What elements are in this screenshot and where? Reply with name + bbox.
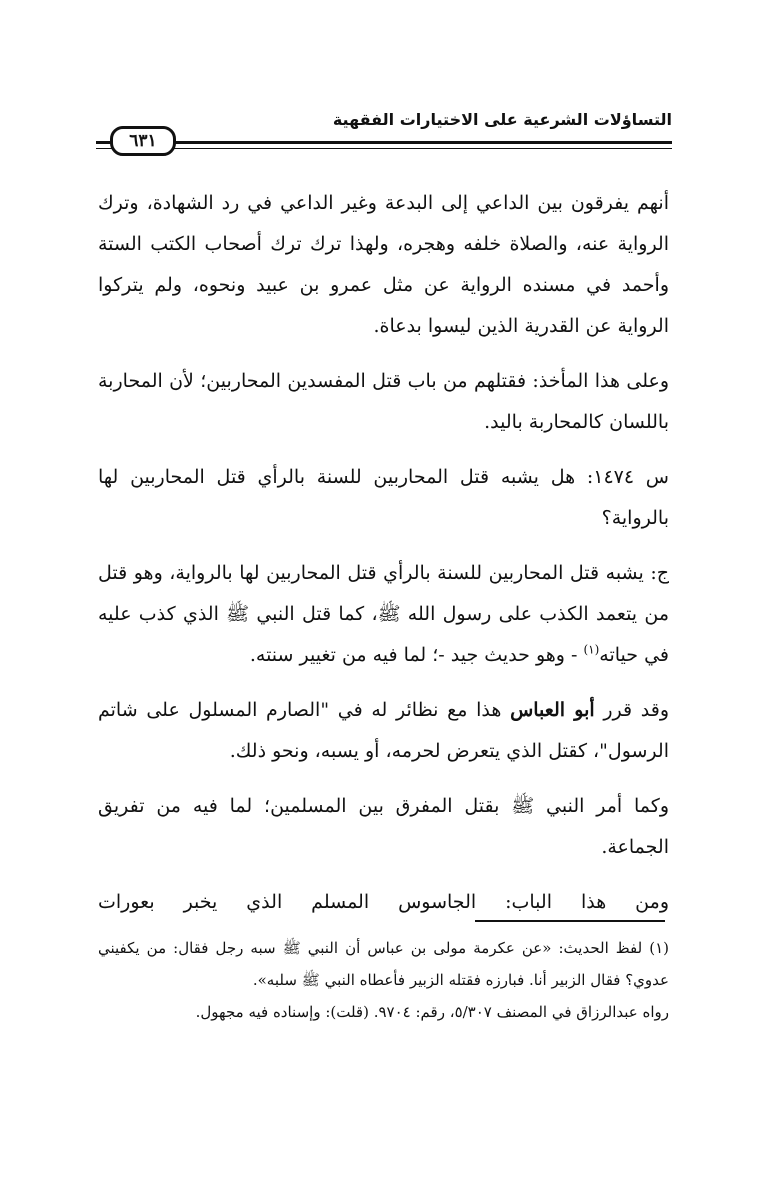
paragraph-5 — [98, 690, 669, 772]
answer-text-start: ج: يشبه قتل المحاربين للسنة بالرأي قتل المحاربين لها بالرواية، وهو قتل من يتعمد الكذب على رسول الله ﷺ، كما قتل النبي ﷺ الذي كذب عليه في حياته — [98, 562, 669, 666]
header-rule-thick — [96, 141, 672, 144]
footnote-separator — [475, 920, 665, 922]
paragraph-7: ومن هذا الباب: الجاسوس المسلم الذي يخبر بعورات — [98, 891, 669, 913]
page-header — [96, 100, 672, 160]
paragraph-2: وعلى هذا المأخذ: فقتلهم من باب قتل المفسدين المحاربين؛ لأن المحاربة باللسان كالمحاربة باليد. — [98, 370, 669, 433]
answer-text-end: - وهو حديث جيد -؛ لما فيه من تغيير سنته. — [249, 644, 584, 666]
page-number: ٦٣١ — [110, 126, 176, 156]
footnote-ref-1: (١) — [583, 642, 600, 657]
main-text — [98, 183, 669, 937]
footnotes — [98, 932, 669, 1028]
header-rule-thin — [96, 148, 672, 149]
question-1474: س ١٤٧٤: هل يشبه قتل المحاربين للسنة بالرأي قتل المحاربين لها بالرواية؟ — [98, 466, 669, 529]
footnote-1-source: رواه عبدالرزاق في المصنف ٥/٣٠٧، رقم: ٩٧٠٤. (قلت): وإسناده فيه مجهول. — [195, 1003, 669, 1021]
paragraph-5-start: وقد قرر — [594, 699, 669, 721]
answer-paragraph — [98, 553, 669, 676]
paragraph-6: وكما أمر النبي ﷺ بقتل المفرق بين المسلمين؛ لما فيه من تفريق الجماعة. — [98, 795, 669, 858]
paragraph-1: أنهم يفرقون بين الداعي إلى البدعة وغير الداعي في رد الشهادة، وترك الرواية عنه، والصلاة خلفه وهجره، ولهذا ترك ترك أصحاب الكتب الستة وأحمد في مسنده الرواية عن مثل عمرو بن عبيد ونحوه، ولم يتركوا الرواية عن القدرية الذين ليسوا بدعاة. — [98, 192, 669, 337]
paragraph-5-end: هذا مع نظائر له في "الصارم المسلول على شاتم الرسول"، كقتل الذي يتعرض لحرمه، أو يسبه، ونحو ذلك. — [98, 699, 669, 762]
author-name: أبو العباس — [510, 699, 595, 721]
footnote-1-text: (١) لفظ الحديث: «عن عكرمة مولى بن عباس أن النبي ﷺ سبه رجل فقال: من يكفيني عدوي؟ فقال الزبير أنا. فبارزه فقتله الزبير فأعطاه النبي ﷺ سلبه». — [98, 939, 669, 989]
running-title: التساؤلات الشرعية على الاختيارات الفقهية — [332, 110, 672, 129]
